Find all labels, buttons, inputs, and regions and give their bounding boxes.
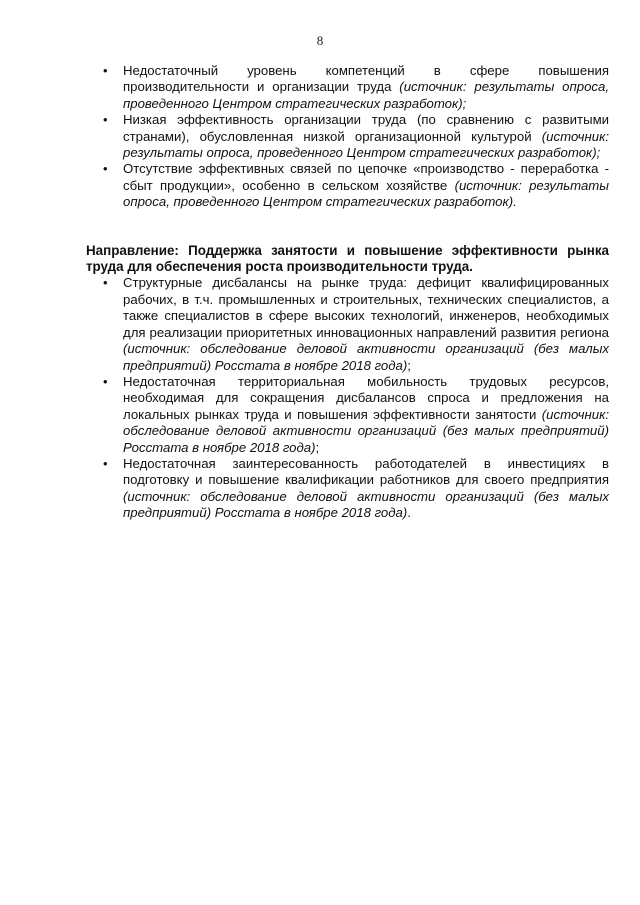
list-item-tail: ; (315, 439, 320, 455)
bullet-icon: • (103, 161, 108, 177)
list-item-text: Структурные дисбалансы на рынке труда: дефицит квалифицированных рабочих, в т.ч. промышленных и строительных, технических специалистов, а также специалистов в сфере высоких технологий, инженеров, необходимых для реализации приоритетных инновационных направлений развития региона (123, 275, 609, 340)
bullet-icon: • (103, 373, 108, 389)
list-item (86, 63, 609, 112)
list-item-tail: . (407, 505, 411, 521)
bullet-icon: • (103, 275, 108, 291)
bullet-list-employment (86, 275, 609, 521)
bullet-list-productivity (86, 63, 609, 211)
bullet-icon: • (103, 112, 108, 128)
list-item-source: (источник: результаты опроса, проведенного Центром стратегических разработок); (123, 128, 609, 161)
document-body (86, 63, 609, 522)
list-item (86, 161, 609, 210)
list-item (86, 456, 609, 522)
list-item (86, 112, 609, 161)
list-item-text: Отсутствие эффективных связей по цепочке «производство - переработка - сбыт продукции», особенно в сельском хозяйстве (123, 161, 609, 193)
list-item-source: (источник: результаты опроса, проведенного Центром стратегических разработок); (123, 79, 609, 111)
list-item (86, 374, 609, 456)
bullet-icon: • (103, 63, 108, 78)
list-item-text: Недостаточная территориальная мобильность трудовых ресурсов, необходимая для сокращения дисбалансов спроса и предложения на локальных рынках труда и повышения эффективности занятости (123, 373, 609, 422)
list-item-text: Недостаточная заинтересованность работодателей в инвестициях в подготовку и повышение квалификации работников для своего предприятия (123, 455, 609, 488)
list-item-source: (источник: результаты опроса, проведенного Центром стратегических разработок). (123, 177, 609, 210)
bullet-icon: • (103, 455, 108, 471)
list-item-text: Недостаточный уровень компетенций в сфере повышения производительности и организации труда (123, 63, 609, 95)
list-item-text: Низкая эффективность организации труда (по сравнению с развитыми странами), обусловленная низкой организационной культурой (123, 112, 609, 144)
section-heading: Направление: Поддержка занятости и повышение эффективности рынка труда для обеспечения роста производительности труда. (86, 242, 609, 275)
list-item-source: (источник: обследование деловой активности организаций (без малых предприятий) Росстата в ноябре 2018 года) (123, 488, 609, 521)
list-item (86, 275, 609, 373)
list-item-source: (источник: обследование деловой активности организаций (без малых предприятий) Росстата в ноябре 2018 года) (123, 406, 609, 455)
list-item-source: (источник: обследование деловой активности организаций (без малых предприятий) Росстата в ноябре 2018 года) (123, 341, 609, 373)
list-item-tail: ; (407, 357, 411, 373)
page-number: 8 (316, 33, 324, 48)
